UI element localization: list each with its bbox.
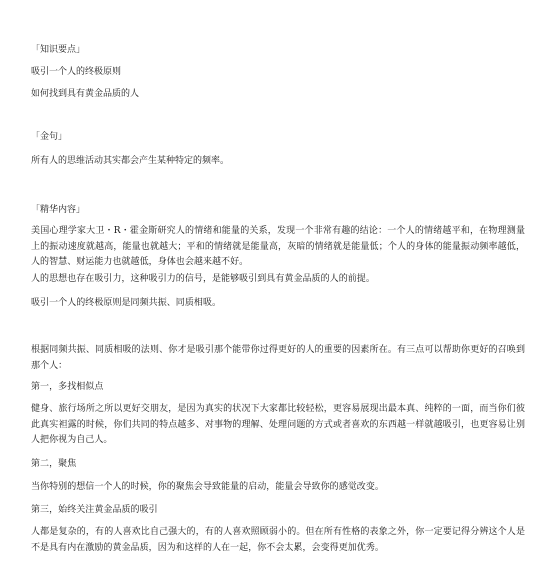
essence-paragraph: 美国心理学家大卫・R・霍金斯研究人的情绪和能量的关系，发现一个非常有趣的结论：一个人的情绪越平和，在物理测量上的振动速度就越高，能量也就越大；平和的情绪就是能量高，灰暗的情绪就是能量低；个人的身体的能量振动频率越低，人的智慧、财运能力也就越低，身体也会越来越不好。	[31, 226, 525, 267]
point-heading: 第二，聚焦	[31, 459, 77, 469]
heading-knowledge-points: 「知识要点」	[31, 45, 86, 55]
knowledge-point-item: 吸引一个人的终极原则	[31, 67, 122, 77]
heading-golden-quote: 「金句」	[31, 132, 68, 142]
essence-paragraph: 人的思想也存在吸引力，这种吸引力的信号，是能够吸引到具有黄金品质的人的前提。	[31, 274, 375, 284]
essence-paragraph: 当你特别的想信一个人的时候，你的聚焦会导致能量的启动，能量会导致你的感觉改变。	[31, 482, 384, 492]
golden-quote-text: 所有人的思维活动其实都会产生某种特定的频率。	[31, 156, 230, 166]
essence-paragraph: 人都是复杂的，有的人喜欢比自己强大的，有的人喜欢照顾弱小的。但在所有性格的表象之外，你一定要记得分辨这个人是不是具有内在激励的黄金品质，因为和这样的人在一起，你不会太累，会变得更加优秀。	[31, 527, 525, 553]
point-heading: 第一，多找相似点	[31, 382, 104, 392]
knowledge-point-item: 如何找到具有黄金品质的人	[31, 89, 140, 99]
point-heading: 第三，始终关注黄金品质的吸引	[31, 505, 158, 515]
essence-paragraph: 吸引一个人的终极原则是同频共振、同质相吸。	[31, 298, 222, 308]
essence-paragraph: 健身、旅行场所之所以更好交朋友，是因为真实的状况下大家都比较轻松，更容易展现出最本真、纯粹的一面，而当你们彼此真实袒露的时候，你们共同的特点越多、对事物的理解、处理问题的方式或者喜欢的东西越一样就越吸引，也更容易让别人把你视为自己人。	[31, 404, 525, 445]
heading-essence-content: 「精华内容」	[31, 205, 86, 215]
essence-paragraph: 根据同频共振、同质相吸的法则、你才是吸引那个能带你过得更好的人的重要的因素所在。有三点可以帮助你更好的召唤到那个人：	[31, 345, 525, 371]
